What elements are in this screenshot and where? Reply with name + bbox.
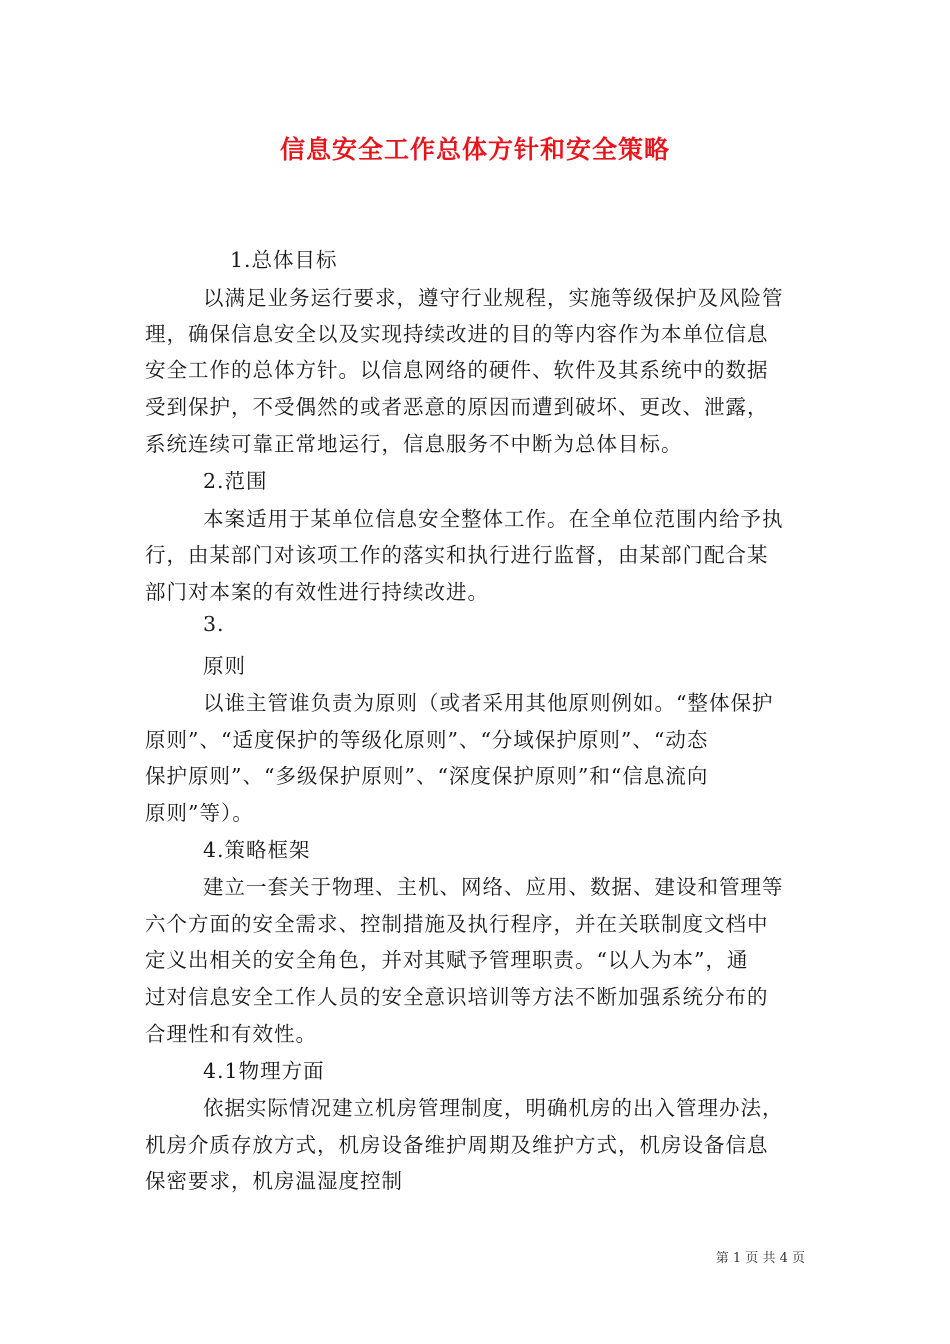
paragraph-line: 过对信息安全工作人员的安全意识培训等方法不断加强系统分布的 — [145, 985, 769, 1009]
heading-scope: 2.范围 — [203, 469, 268, 493]
page-number-footer: 第 1 页 共 4 页 — [715, 1251, 805, 1266]
paragraph-line: 以谁主管谁负责为原则（或者采用其他原则例如。“整体保护 — [203, 691, 774, 715]
paragraph-line: 建立一套关于物理、主机、网络、应用、数据、建设和管理等 — [203, 875, 784, 899]
paragraph-line: 机房介质存放方式，机房设备维护周期及维护方式，机房设备信息 — [145, 1133, 769, 1157]
paragraph-line: 依据实际情况建立机房管理制度，明确机房的出入管理办法， — [203, 1096, 784, 1120]
heading-overall-goal: 1.总体目标 — [230, 248, 338, 272]
paragraph-line: 以满足业务运行要求，遵守行业规程，实施等级保护及风险管 — [203, 286, 784, 310]
paragraph-line: 行，由某部门对该项工作的落实和执行进行监督，由某部门配合某 — [145, 543, 769, 567]
document-title: 信息安全工作总体方针和安全策略 — [279, 135, 670, 164]
paragraph-line: 原则”等）。 — [145, 801, 254, 825]
heading-principle: 原则 — [203, 654, 246, 678]
heading-number: 3. — [203, 612, 225, 636]
paragraph-line: 合理性和有效性。 — [145, 1022, 317, 1046]
paragraph-line: 保护原则”、“多级保护原则”、“深度保护原则”和“信息流向 — [145, 764, 709, 788]
paragraph-line: 受到保护，不受偶然的或者恶意的原因而遭到破坏、更改、泄露， — [145, 395, 769, 419]
paragraph-line: 原则”、“适度保护的等级化原则”、“分域保护原则”、“动态 — [145, 728, 709, 752]
paragraph-line: 六个方面的安全需求、控制措施及执行程序，并在关联制度文档中 — [145, 912, 769, 936]
paragraph-line: 保密要求，机房温湿度控制 — [145, 1169, 403, 1193]
paragraph-line: 理，确保信息安全以及实现持续改进的目的等内容作为本单位信息 — [145, 322, 769, 346]
heading-strategy-framework: 4.策略框架 — [203, 838, 311, 862]
paragraph-line: 安全工作的总体方针。以信息网络的硬件、软件及其系统中的数据 — [145, 358, 769, 382]
paragraph-line: 定义出相关的安全角色，并对其赋予管理职责。“以人为本”，通 — [145, 948, 749, 972]
heading-physical: 4.1物理方面 — [203, 1059, 325, 1083]
paragraph-line: 本案适用于某单位信息安全整体工作。在全单位范围内给予执 — [203, 507, 784, 531]
paragraph-line: 系统连续可靠正常地运行，信息服务不中断为总体目标。 — [145, 432, 683, 456]
paragraph-line: 部门对本案的有效性进行持续改进。 — [145, 580, 489, 604]
